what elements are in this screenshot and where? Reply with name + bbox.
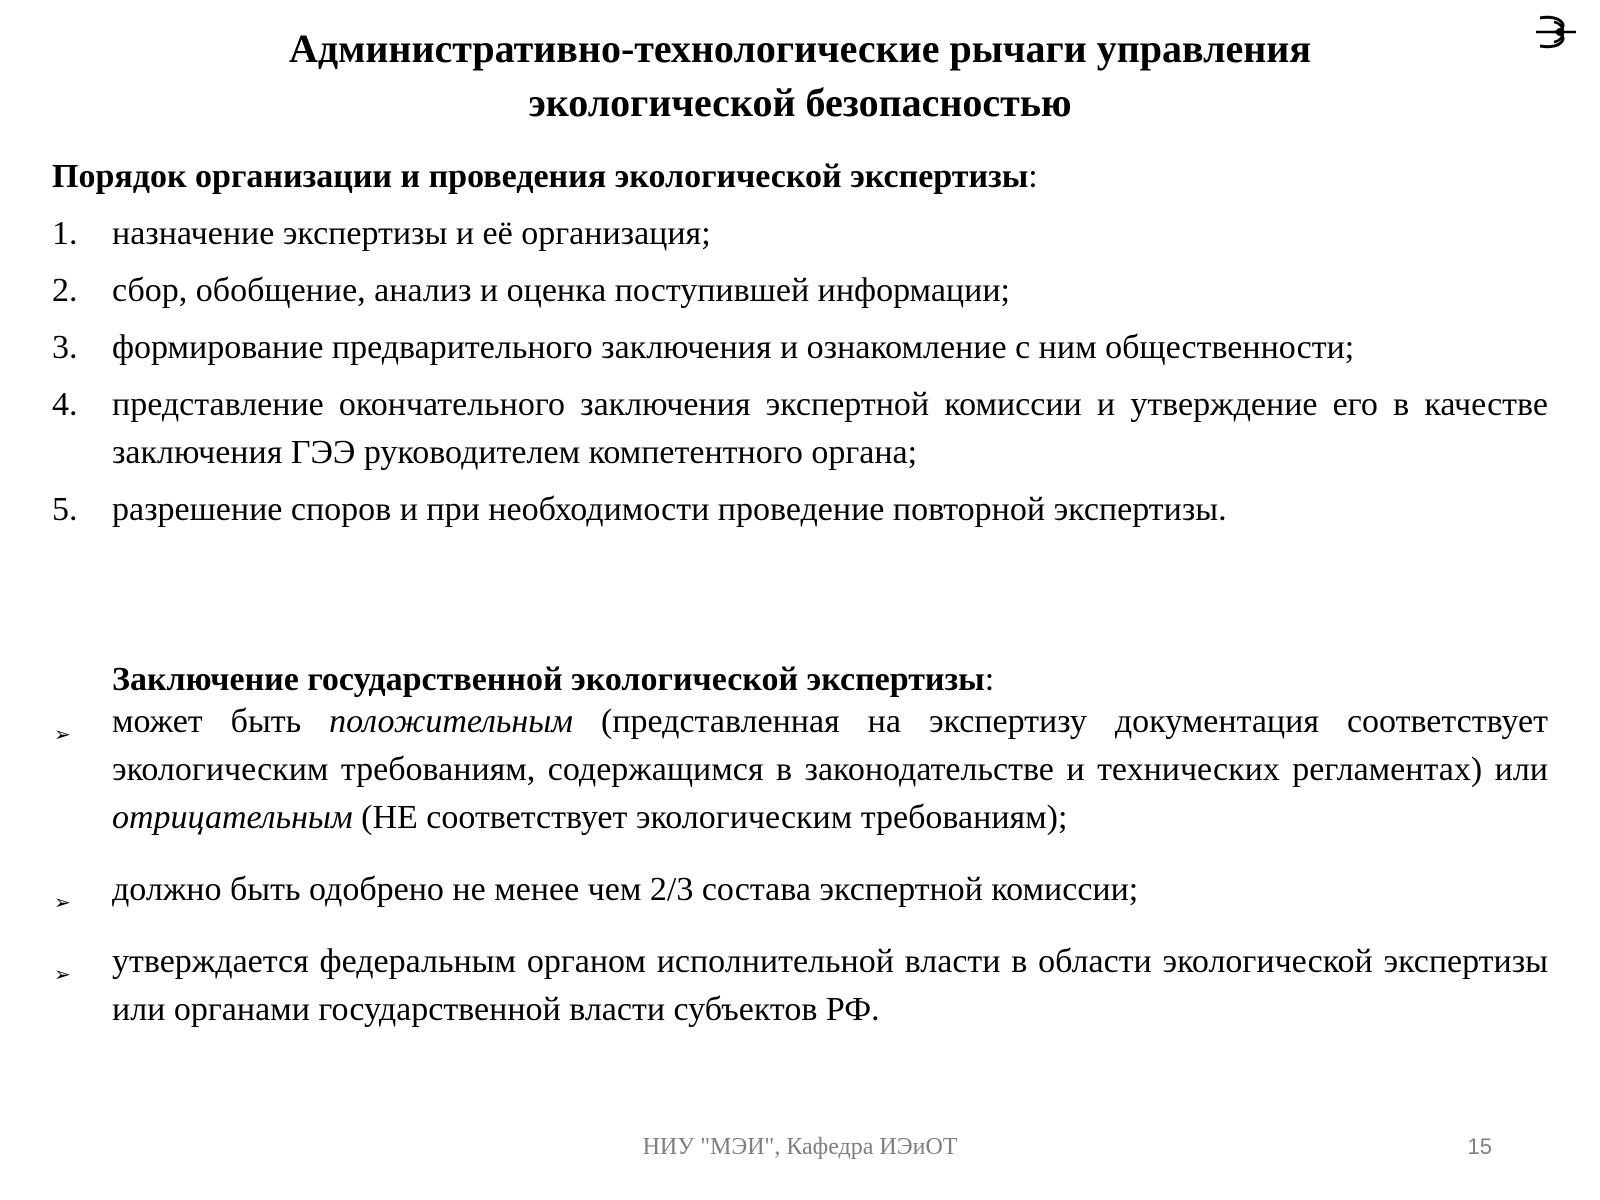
list-item-text: сбор, обобщение, анализ и оценка поступившей информации; <box>112 272 1010 309</box>
section-heading-conclusion <box>112 658 994 702</box>
page-title <box>80 22 1520 130</box>
bullet-text: должно быть одобрено не менее чем 2/3 состава экспертной комиссии; <box>112 871 1139 908</box>
bullet-text-italic: отрицательным <box>112 799 353 836</box>
bullet-text-italic: положительным <box>329 703 574 740</box>
mpei-logo-icon <box>1532 8 1580 56</box>
title-line-1: Административно-технологические рычаги управления <box>289 26 1311 71</box>
list-item <box>52 267 1548 315</box>
section-heading-conclusion-text: Заключение государственной экологической экспертизы <box>112 661 985 698</box>
conclusion-list <box>52 698 1548 1058</box>
list-item-text: разрешение споров и при необходимости проведение повторной экспертизы. <box>112 491 1227 528</box>
list-item <box>52 866 1548 914</box>
footer-organization: НИУ "МЭИ", Кафедра ИЭиОТ <box>642 1134 958 1160</box>
list-item <box>52 486 1548 534</box>
bullet-text-part: (представленная на экспертизу документация соответствует экологическим требованиям, содержащимся в законодательстве и технических регламентах) или <box>112 703 1549 788</box>
list-item-number: 3. <box>52 329 78 366</box>
list-item <box>52 938 1548 1034</box>
title-line-2: экологической безопасностью <box>528 80 1072 125</box>
list-item <box>52 324 1548 372</box>
list-item-number: 4. <box>52 386 78 423</box>
list-item <box>52 381 1548 477</box>
section-heading-conclusion-colon: : <box>984 661 995 698</box>
bullet-text: утверждается федеральным органом исполнительной власти в области экологической экспертизы или органами государственной власти субъектов РФ. <box>112 943 1548 1028</box>
list-item-text: представление окончательного заключения экспертной комиссии и утверждение его в качестве заключения ГЭЭ руководителем компетентного органа; <box>112 386 1548 471</box>
list-item-text: назначение экспертизы и её организация; <box>112 215 711 252</box>
list-item-number: 5. <box>52 491 78 528</box>
list-item-number: 1. <box>52 215 78 252</box>
section-heading-procedure <box>52 155 1038 199</box>
procedure-list <box>52 210 1548 543</box>
list-item-text: формирование предварительного заключения и ознакомление с ним общественности; <box>112 329 1355 366</box>
list-item <box>52 210 1548 258</box>
section-heading-procedure-colon: : <box>1028 158 1038 195</box>
bullet-text-part: может быть <box>112 703 330 740</box>
page-number: 15 <box>1467 1134 1492 1159</box>
list-item <box>52 698 1548 842</box>
arrowhead-bullet-icon: ➢ <box>54 890 71 914</box>
section-heading-procedure-text: Порядок организации и проведения экологической экспертизы <box>52 158 1029 195</box>
arrowhead-bullet-icon: ➢ <box>54 962 71 986</box>
arrowhead-bullet-icon: ➢ <box>54 722 71 746</box>
bullet-text-part: (НЕ соответствует экологическим требованиям); <box>352 799 1068 836</box>
list-item-number: 2. <box>52 272 78 309</box>
